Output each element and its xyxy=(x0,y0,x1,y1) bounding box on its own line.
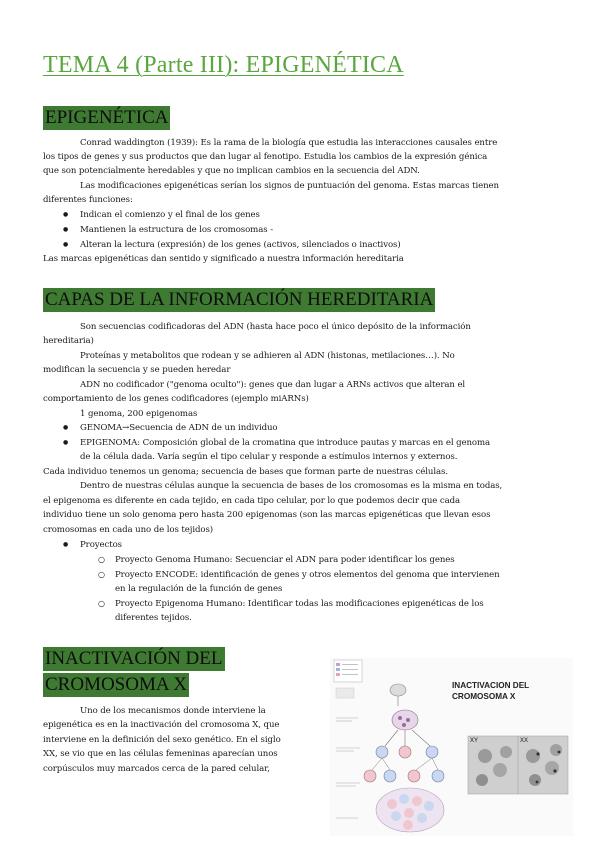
paragraph-line: Uno de los mecanismos donde interviene la xyxy=(80,706,266,716)
list-item: ● EPIGENOMA: Composición global de la cromatina que introduce pautas y marcas en el genoma xyxy=(80,436,490,451)
list-item: ● Mantienen la estructura de los cromosomas - xyxy=(80,223,273,238)
paragraph-line: Conrad waddington (1939): Es la rama de la biología que estudia las interacciones causales entre xyxy=(80,138,498,148)
cell xyxy=(408,770,420,782)
paragraph-line: comportamiento de los genes codificadores (ejemplo miARNs) xyxy=(43,394,309,404)
sub-list-item: ○ Proyecto Epigenoma Humano: Identificar todas las modificaciones epigenéticas de los xyxy=(115,597,484,612)
label-xy: XY xyxy=(470,738,479,744)
paragraph-line: XX, se vio que en las células femeninas aparecían unos xyxy=(43,749,278,759)
list-item: ● Indican el comienzo y el final de los genes xyxy=(80,208,260,223)
section-heading-epigenetica: EPIGENÉTICA xyxy=(45,107,169,128)
paragraph-line: Cada individuo tenemos un genoma; secuencia de bases que forman parte de nuestras células. xyxy=(43,467,448,477)
paragraph-line: Dentro de nuestras células aunque la secuencia de bases de los cromosomas es la misma en todas, xyxy=(80,481,503,491)
list-item: ● Proyectos xyxy=(80,538,122,553)
x-inactivation-figure xyxy=(330,658,573,836)
paragraph-line: Las modificaciones epigenéticas serían los signos de puntuación del genoma. Estas marcas tienen xyxy=(80,181,499,191)
paragraph-line: interviene en la definición del sexo genético. En el siglo xyxy=(43,735,281,745)
section-heading-inactivacion-line1: INACTIVACIÓN DEL xyxy=(45,648,223,669)
list-item: ● GENOMA→Secuencia de ADN de un individuo xyxy=(80,421,278,436)
paragraph-line: Proteínas y metabolitos que rodean y se adhieren al ADN (histonas, metilaciones…). No xyxy=(80,351,455,361)
cell xyxy=(399,746,411,758)
paragraph-line: Las marcas epigenéticas dan sentido y significado a nuestra información hereditaria xyxy=(43,254,404,264)
paragraph-line: cromosomas en cada uno de los tejidos) xyxy=(43,525,214,535)
cell xyxy=(426,746,438,758)
paragraph-line: diferentes funciones: xyxy=(43,195,133,205)
sub-list-item: ○ Proyecto ENCODE: identificación de genes y otros elementos del genoma que intervienen xyxy=(115,568,500,583)
cell xyxy=(432,770,444,782)
figure-title-line2: CROMOSOMA X xyxy=(452,692,516,701)
figure-title xyxy=(452,680,529,702)
paragraph-line: el epigenoma es diferente en cada tejido, en cada tipo celular, por lo que podemos decir que cada xyxy=(43,496,461,506)
section-heading-inactivacion-line2: CROMOSOMA X xyxy=(45,674,188,695)
cell xyxy=(364,770,376,782)
paragraph-line: Son secuencias codificadoras del ADN (hasta hace poco el único depósito de la información xyxy=(80,322,471,332)
cell xyxy=(384,770,396,782)
paragraph-line: 1 genoma, 200 epigenomas xyxy=(80,409,198,419)
legend-swatch xyxy=(336,668,340,671)
zygote-cell xyxy=(390,684,406,696)
sub-list-item: ○ Proyecto Genoma Humano: Secuenciar el ADN para poder identificar los genes xyxy=(115,553,455,568)
paragraph-line: los tipos de genes y sus productos que dan lugar al fenotipo. Estudia los cambios de la expresión génica xyxy=(43,152,488,162)
sub-list-item-continuation: diferentes tejidos. xyxy=(115,613,192,623)
sub-list-item-continuation: en la regulación de la función de genes xyxy=(115,584,283,594)
figure-title-line1: INACTIVACION DEL xyxy=(452,681,530,690)
legend-swatch xyxy=(336,663,340,666)
list-item: ● Alteran la lectura (expresión) de los genes (activos, silenciados o inactivos) xyxy=(80,238,401,253)
paragraph-line: corpúsculos muy marcados cerca de la pared celular, xyxy=(43,764,270,774)
label-xx: XX xyxy=(520,738,529,744)
paragraph-line: modifican la secuencia y se pueden heredar xyxy=(43,365,231,375)
paragraph-line: que son potencialmente heredables y que no implican cambios en la secuencia del ADN. xyxy=(43,166,420,176)
paragraph-line: ADN no codificador ("genoma oculto"): genes que dan lugar a ARNs activos que alteran el xyxy=(80,380,466,390)
list-item-continuation: de la célula dada. Varía según el tipo celular y responde a estímulos internos y externos. xyxy=(80,452,458,462)
stage-label-box xyxy=(336,688,354,698)
legend-swatch xyxy=(336,673,340,676)
section-heading-capas: CAPAS DE LA INFORMACIÓN HEREDITARIA xyxy=(45,289,434,310)
paragraph-line: individuo tiene un solo genoma pero hasta 200 epigenomas (son las marcas epigenéticas que llevan esos xyxy=(43,510,491,520)
page-title: TEMA 4 (Parte III): EPIGENÉTICA xyxy=(43,52,404,78)
blastocyst-cell xyxy=(392,710,418,730)
cell xyxy=(376,746,388,758)
paragraph-line: epigenética es en la inactivación del cromosoma X, que xyxy=(43,720,280,730)
paragraph-line: hereditaria) xyxy=(43,336,94,346)
